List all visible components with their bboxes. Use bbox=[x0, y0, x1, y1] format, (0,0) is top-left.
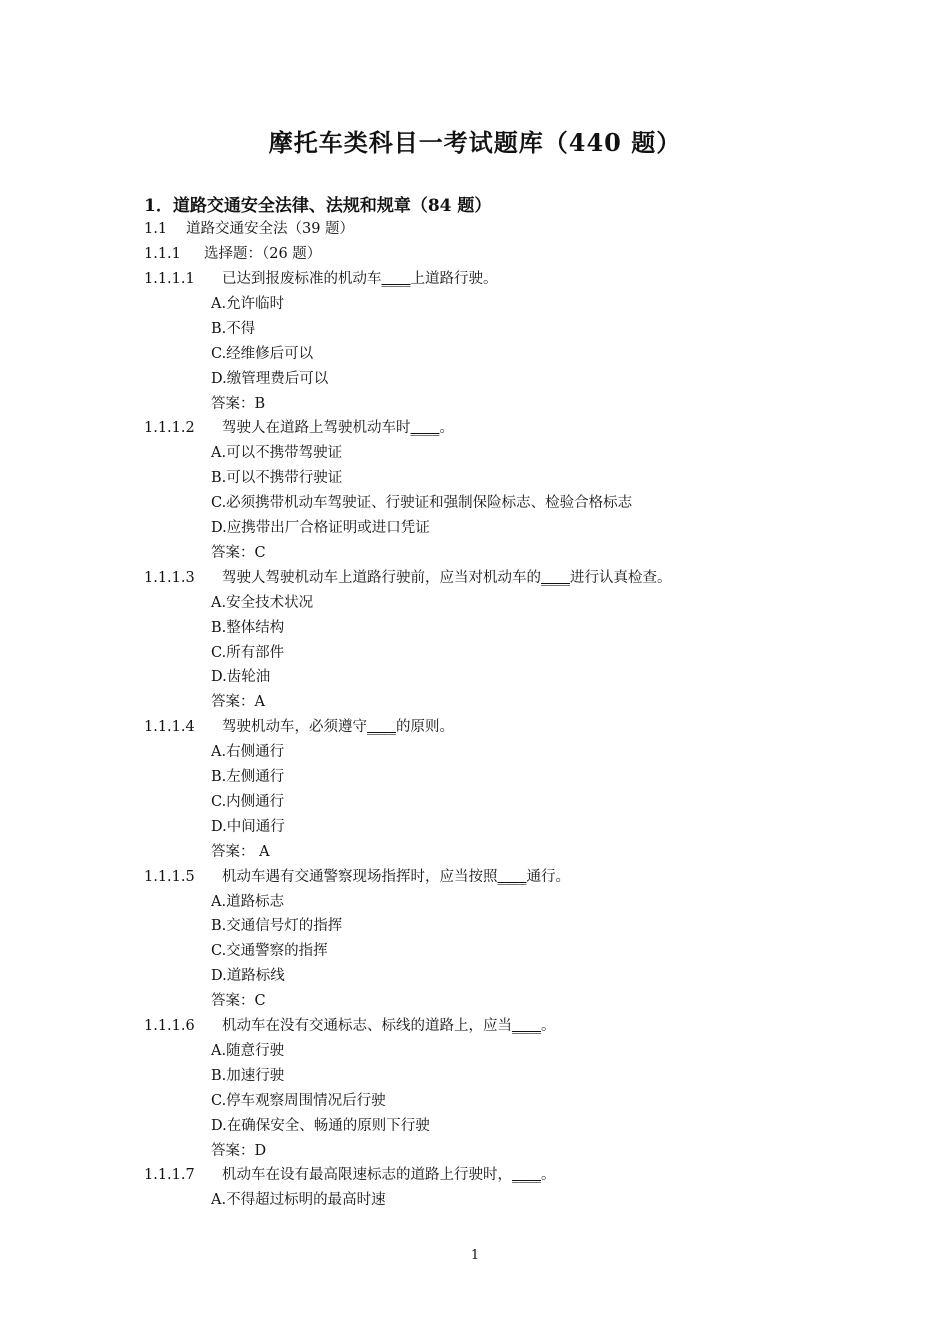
question-text-end: 的原则。 bbox=[396, 719, 454, 736]
answer-option: A.不得超过标明的最高时速 bbox=[211, 1192, 386, 1209]
question-text-end: 通行。 bbox=[526, 868, 570, 885]
question-number: 1.1.1.1 bbox=[144, 271, 195, 287]
subsubsection-title: 选择题：（26 题） bbox=[204, 246, 322, 262]
answer-option: B.加速行驶 bbox=[211, 1067, 285, 1084]
answer-option: A.随意行驶 bbox=[211, 1042, 285, 1059]
answer-key: 答案：D bbox=[211, 1142, 267, 1159]
subsection-title: 道路交通安全法（39 题） bbox=[186, 221, 355, 237]
question-text: 驾驶机动车，必须遵守 bbox=[222, 719, 367, 736]
answer-option: B.不得 bbox=[211, 320, 256, 337]
question-text-end: 。 bbox=[541, 1018, 556, 1034]
question-text-end: 。 bbox=[541, 1167, 556, 1184]
page-number: 1 bbox=[470, 1248, 480, 1263]
question-text: 驾驶人驾驶机动车上道路行驶前，应当对机动车的 bbox=[222, 569, 541, 586]
answer-option: A.安全技术状况 bbox=[211, 594, 314, 611]
question-stem bbox=[144, 715, 454, 736]
answer-option: D.齿轮油 bbox=[211, 669, 271, 686]
question-blank: ____ bbox=[381, 271, 411, 287]
answer-option: A.允许临时 bbox=[211, 295, 285, 312]
answer-option: A.可以不携带驾驶证 bbox=[211, 445, 343, 462]
answer-option: B.可以不携带行驶证 bbox=[211, 470, 343, 487]
question-blank: ____ bbox=[512, 1167, 541, 1184]
question-blank: ____ bbox=[512, 1018, 541, 1034]
answer-option: C.内侧通行 bbox=[211, 793, 285, 810]
question-blank: ____ bbox=[497, 868, 527, 885]
answer-key: 答案：C bbox=[211, 993, 266, 1010]
question-stem bbox=[144, 865, 570, 886]
question-number: 1.1.1.7 bbox=[144, 1167, 195, 1184]
question-blank: ____ bbox=[410, 420, 440, 437]
question-text: 驾驶人在道路上驾驶机动车时 bbox=[222, 420, 411, 437]
question-text-end: 进行认真检查。 bbox=[570, 569, 672, 586]
document-title: 摩托车类科目一考试题库（440 题） bbox=[268, 128, 682, 157]
answer-option: D.在确保安全、畅通的原则下行驶 bbox=[211, 1117, 430, 1134]
question-number: 1.1.1.2 bbox=[144, 420, 195, 437]
question-number: 1.1.1.6 bbox=[144, 1018, 195, 1034]
answer-option: A.右侧通行 bbox=[211, 744, 285, 761]
question-blank: ____ bbox=[541, 569, 570, 586]
answer-option: C.经维修后可以 bbox=[211, 345, 314, 362]
answer-key: 答案：A bbox=[211, 694, 265, 711]
answer-option: D.缴管理费后可以 bbox=[211, 370, 329, 387]
answer-option: C.停车观察周围情况后行驶 bbox=[211, 1092, 386, 1109]
subsection-heading bbox=[144, 217, 354, 238]
question-text: 机动车在没有交通标志、标线的道路上，应当 bbox=[222, 1018, 512, 1034]
answer-option: B.交通信号灯的指挥 bbox=[211, 918, 343, 935]
answer-key: 答案：C bbox=[211, 544, 266, 561]
question-text-end: 。 bbox=[439, 420, 454, 437]
question-stem bbox=[144, 267, 498, 288]
question-stem bbox=[144, 1014, 556, 1035]
question-number: 1.1.1.4 bbox=[144, 719, 195, 736]
answer-key: 答案： A bbox=[211, 843, 270, 860]
question-stem bbox=[144, 1163, 556, 1184]
answer-option: C.交通警察的指挥 bbox=[211, 943, 328, 960]
answer-option: C.必须携带机动车驾驶证、行驶证和强制保险标志、检验合格标志 bbox=[211, 495, 633, 512]
answer-option: D.道路标线 bbox=[211, 968, 285, 985]
question-text: 已达到报废标准的机动车 bbox=[222, 271, 382, 287]
question-text: 机动车遇有交通警察现场指挥时，应当按照 bbox=[222, 868, 498, 885]
question-stem bbox=[144, 566, 672, 587]
question-number: 1.1.1.5 bbox=[144, 868, 195, 885]
section-heading: 1．道路交通安全法律、法规和规章（84 题） bbox=[144, 196, 492, 216]
question-text-end: 上道路行驶。 bbox=[410, 271, 498, 287]
answer-option: B.整体结构 bbox=[211, 619, 285, 636]
subsubsection-number: 1.1.1 bbox=[144, 246, 181, 262]
answer-option: D.中间通行 bbox=[211, 818, 285, 835]
question-text: 机动车在设有最高限速标志的道路上行驶时， bbox=[222, 1167, 512, 1184]
subsection-number: 1.1 bbox=[144, 221, 168, 237]
answer-option: A.道路标志 bbox=[211, 893, 285, 910]
subsubsection-heading bbox=[144, 242, 321, 263]
answer-option: D.应携带出厂合格证明或进口凭证 bbox=[211, 520, 430, 536]
answer-option: C.所有部件 bbox=[211, 644, 285, 661]
question-blank: ____ bbox=[367, 719, 396, 736]
answer-option: B.左侧通行 bbox=[211, 769, 285, 785]
question-number: 1.1.1.3 bbox=[144, 569, 195, 586]
question-stem bbox=[144, 416, 454, 437]
answer-key: 答案：B bbox=[211, 395, 266, 412]
